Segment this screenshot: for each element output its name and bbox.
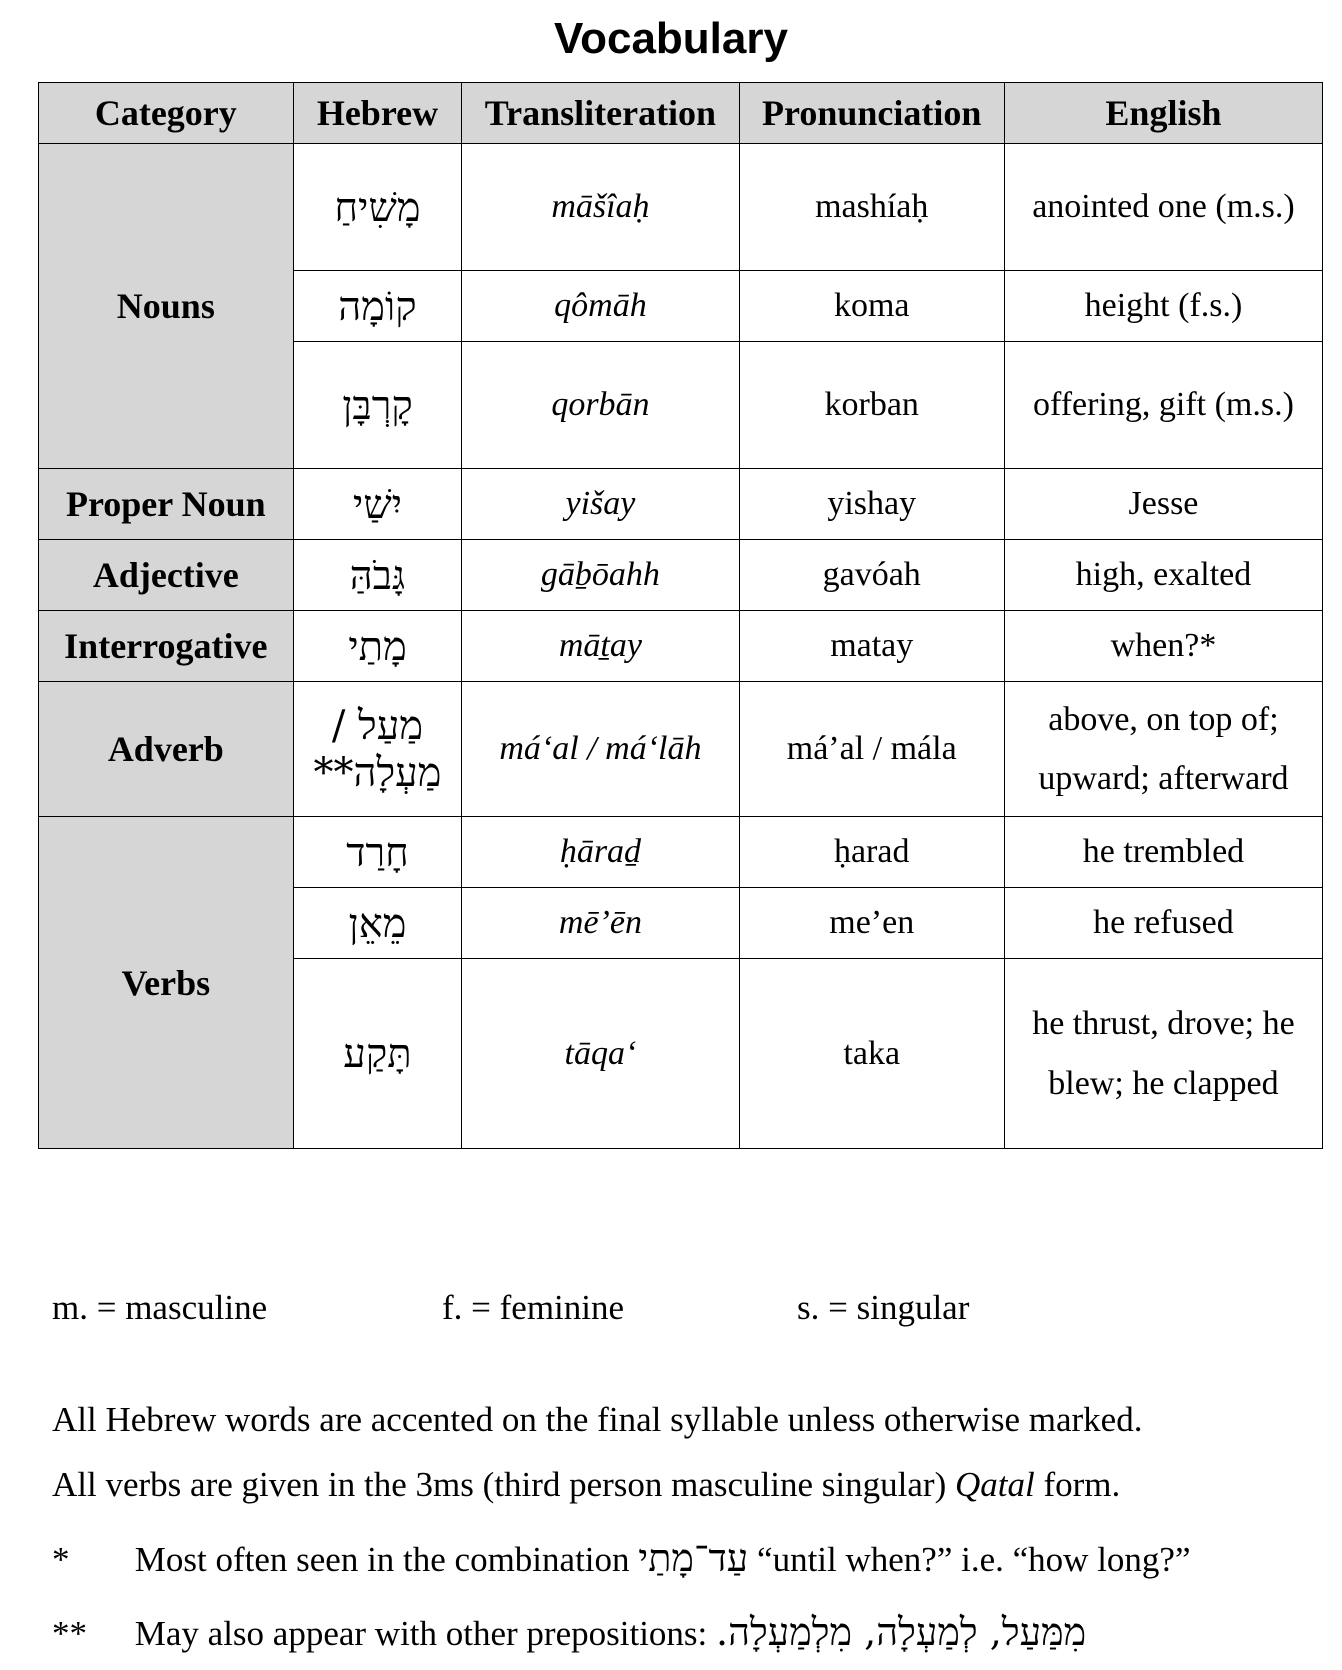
transliteration-cell: má‘al / má‘lāh	[462, 682, 739, 817]
category-nouns: Nouns	[39, 144, 294, 469]
hebrew-cell: קוֹמָה	[293, 271, 462, 342]
table-row	[39, 469, 1323, 540]
english-cell: he trembled	[1004, 817, 1322, 888]
transliteration-cell: qômāh	[462, 271, 739, 342]
english-cell: he refused	[1004, 888, 1322, 959]
english-cell: when?*	[1004, 611, 1322, 682]
footnote-mark-2: **	[52, 1614, 87, 1653]
transliteration-cell: yišay	[462, 469, 739, 540]
note-verbs-prefix: All verbs are given in the 3ms (third person masculine singular)	[52, 1465, 947, 1504]
transliteration-cell: qorbān	[462, 342, 739, 469]
transliteration-cell: gāḇōahh	[462, 540, 739, 611]
pronunciation-cell: taka	[739, 959, 1004, 1149]
hebrew-cell: מָשִׁיחַ	[293, 144, 462, 271]
category-proper-noun: Proper Noun	[39, 469, 294, 540]
page-title: Vocabulary	[554, 14, 788, 63]
table-header-row	[39, 83, 1323, 144]
hebrew-cell: יִשַׁי	[293, 469, 462, 540]
pronunciation-cell: gavóah	[739, 540, 1004, 611]
column-header-category: Category	[39, 83, 294, 144]
english-cell: Jesse	[1004, 469, 1322, 540]
category-adverb: Adverb	[39, 682, 294, 817]
hebrew-cell: גָּבֹהַּ	[293, 540, 462, 611]
note-star-1-suffix: “until when?” i.e. “how long?”	[757, 1540, 1191, 1579]
abbreviation-feminine: f. = feminine	[442, 1288, 625, 1327]
column-header-transliteration: Transliteration	[462, 83, 739, 144]
abbreviation-masculine: m. = masculine	[52, 1288, 268, 1327]
hebrew-cell: מָתַי	[293, 611, 462, 682]
pronunciation-cell: ḥarad	[739, 817, 1004, 888]
note-star-1	[52, 1536, 1190, 1581]
english-cell: height (f.s.)	[1004, 271, 1322, 342]
note-star-2-prefix: May also appear with other prepositions:	[134, 1614, 708, 1653]
footnote-mark-1: *	[52, 1540, 70, 1579]
column-header-english: English	[1004, 83, 1322, 144]
pronunciation-cell: korban	[739, 342, 1004, 469]
transliteration-cell: tāqa‘	[462, 959, 739, 1149]
pronunciation-cell: koma	[739, 271, 1004, 342]
note-accent: All Hebrew words are accented on the final syllable unless otherwise marked.	[52, 1400, 1143, 1439]
pronunciation-cell: mashíaḥ	[739, 144, 1004, 271]
transliteration-cell: mē’ēn	[462, 888, 739, 959]
transliteration-cell: māṯay	[462, 611, 739, 682]
pronunciation-cell: matay	[739, 611, 1004, 682]
note-star-2	[52, 1610, 1086, 1655]
note-star-1-hebrew: עַד־מָתַי	[638, 1536, 749, 1580]
hebrew-cell: מֵאֵן	[293, 888, 462, 959]
note-star-2-hebrew: מִמַּעַל, לְמַעְלָה, מִלְמַעְלָה.	[716, 1610, 1087, 1654]
category-adjective: Adjective	[39, 540, 294, 611]
note-verbs-suffix: form.	[1043, 1465, 1121, 1504]
english-cell: anointed one (m.s.)	[1004, 144, 1322, 271]
english-cell: above, on top of; upward; afterward	[1004, 682, 1322, 817]
table-row	[39, 540, 1323, 611]
table-row	[39, 611, 1323, 682]
table-row	[39, 144, 1323, 271]
column-header-hebrew: Hebrew	[293, 83, 462, 144]
note-star-1-prefix: Most often seen in the combination	[134, 1540, 630, 1579]
column-header-pronunciation: Pronunciation	[739, 83, 1004, 144]
table-row	[39, 682, 1323, 817]
category-interrogative: Interrogative	[39, 611, 294, 682]
note-verbs	[52, 1465, 1120, 1505]
vocabulary-table	[38, 82, 1323, 1149]
english-cell: high, exalted	[1004, 540, 1322, 611]
pronunciation-cell: me’en	[739, 888, 1004, 959]
note-verbs-form: Qatal	[954, 1465, 1035, 1504]
transliteration-cell: ḥāraḏ	[462, 817, 739, 888]
table-row	[39, 817, 1323, 888]
transliteration-cell: māšîaḥ	[462, 144, 739, 271]
hebrew-cell: תָּקַע	[293, 959, 462, 1149]
hebrew-cell: קָרְבָּן	[293, 342, 462, 469]
category-verbs: Verbs	[39, 817, 294, 1149]
hebrew-cell: חָרַד	[293, 817, 462, 888]
hebrew-cell: מַעַל / מַעְלָה**	[293, 682, 462, 817]
abbreviation-singular: s. = singular	[797, 1288, 970, 1327]
pronunciation-cell: yishay	[739, 469, 1004, 540]
pronunciation-cell: má’al / mála	[739, 682, 1004, 817]
english-cell: offering, gift (m.s.)	[1004, 342, 1322, 469]
english-cell: he thrust, drove; he blew; he clapped	[1004, 959, 1322, 1149]
